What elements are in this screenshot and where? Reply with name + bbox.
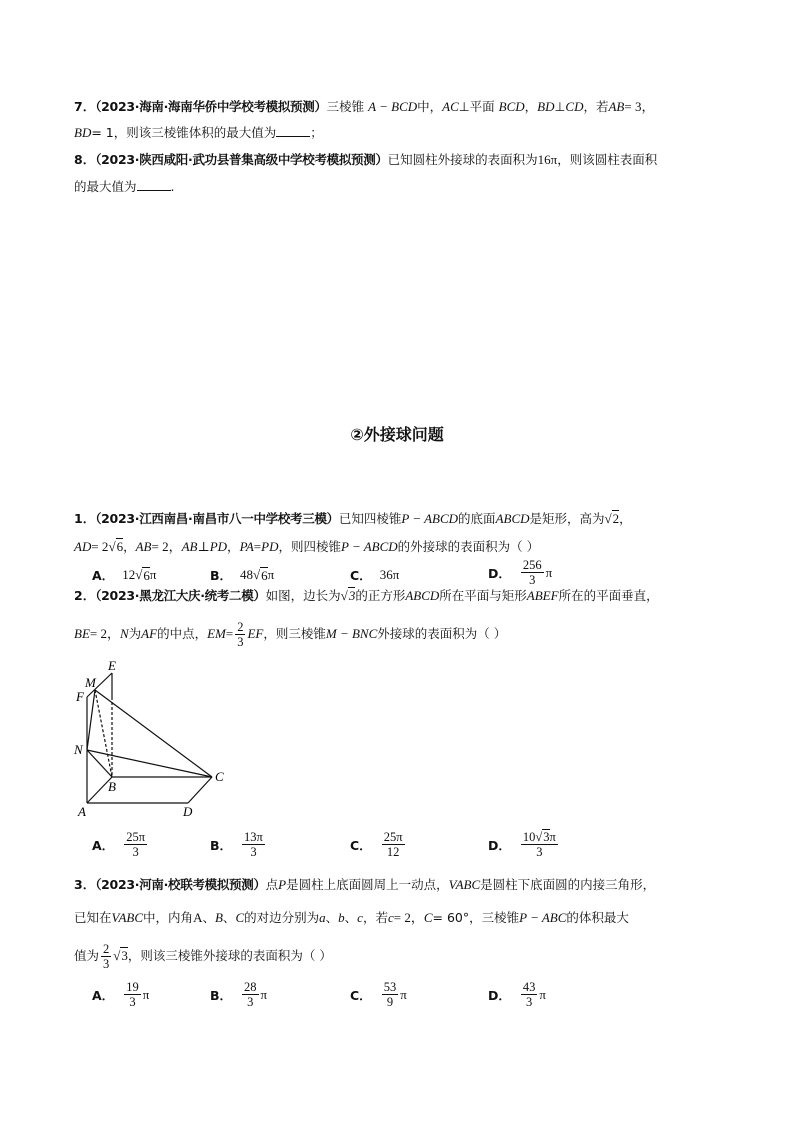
denominator: 3 (526, 995, 533, 1009)
text: = 3， (624, 99, 655, 114)
math: BE (74, 626, 90, 641)
math: π (149, 567, 157, 582)
text: ， (619, 511, 632, 526)
p1-source: （2023·江西南昌·南昌市八一中学校考三模） (95, 511, 339, 526)
math: C (235, 910, 245, 925)
text: ，则该三棱锥外接球的表面积为（ ） (127, 948, 332, 963)
math: c (387, 910, 394, 925)
text: ，则该圆柱表面积 (557, 152, 658, 167)
label-e: E (108, 658, 116, 673)
fraction (242, 830, 265, 859)
denominator: 3 (529, 573, 536, 587)
text: 是圆柱下底面圆的内接三角形， (480, 877, 656, 892)
math: EM (207, 626, 226, 641)
denominator: 3 (250, 845, 257, 859)
denominator: 3 (129, 995, 136, 1009)
section-title: ②外接球问题 (350, 425, 444, 444)
option-label: C． (350, 837, 372, 853)
option-label: A． (92, 987, 115, 1003)
denominator: 3 (132, 845, 139, 859)
fraction (382, 830, 405, 859)
math: π (549, 830, 556, 844)
math: π (142, 986, 150, 1002)
text: 的正方形 (355, 588, 406, 603)
text: ， (524, 99, 538, 114)
math: BCD (498, 99, 525, 114)
sqrt-sign: √ (113, 948, 121, 963)
math: ⊥ (197, 539, 210, 554)
math: 16π (537, 152, 558, 167)
text: 外接球的表面积为（ ） (377, 626, 507, 641)
numerator: 28 (244, 980, 257, 994)
q8-source: （2023·陕西咸阳·武功县普集高级中学校考模拟预测） (95, 152, 388, 167)
math: PA (239, 539, 254, 554)
text: 如图，边长为 (265, 588, 341, 603)
text: ，若 (583, 99, 609, 114)
text: 、 (222, 910, 236, 925)
math: AB (181, 539, 198, 554)
math: 6 (261, 567, 268, 583)
text: 所在平面与矩形 (439, 588, 527, 603)
math: A − BCD (368, 99, 418, 114)
option-label: C． (350, 568, 372, 583)
math: AC (442, 99, 459, 114)
math: a (319, 910, 326, 925)
edge-nm (87, 690, 95, 750)
q7-number: 7． (74, 99, 96, 114)
math: 3 (543, 830, 550, 844)
math: AF (141, 626, 158, 641)
text: 的体积最大 (566, 910, 629, 925)
text: 值为 (74, 948, 100, 963)
math: 48 (240, 567, 254, 582)
math: AD (74, 539, 92, 554)
label-f: F (76, 689, 84, 704)
math: PD (209, 539, 228, 554)
p3-number: 3． (74, 877, 96, 892)
fraction (521, 980, 538, 1009)
math: = 2 (91, 539, 109, 554)
math: π (539, 986, 546, 1002)
math: = 2， (151, 539, 182, 554)
text: . (170, 179, 175, 194)
edge-dc (188, 777, 212, 803)
numerator: 43 (522, 980, 536, 994)
text: 已知圆柱外接球的表面积为 (387, 152, 538, 167)
text: 已知四棱锥 (338, 511, 402, 526)
math: π (400, 986, 407, 1002)
math: P − ABC (519, 910, 567, 925)
math: π (267, 567, 275, 582)
sqrt-sign: √ (108, 539, 116, 554)
math: N (119, 626, 129, 641)
text: 的外接球的表面积为（ ） (397, 539, 540, 554)
math: ABCD (405, 588, 440, 603)
option-label: A． (92, 837, 115, 853)
math: VABC (448, 877, 481, 892)
text: 的对边分别为 (244, 910, 320, 925)
fraction (124, 980, 141, 1009)
p3-option-a[interactable] (92, 980, 149, 1009)
label-n: N (74, 742, 83, 757)
p3-option-b[interactable] (210, 980, 267, 1009)
label-b: B (108, 779, 116, 794)
math: BD (537, 99, 555, 114)
fraction (521, 830, 558, 859)
text: ，则三棱锥 (263, 626, 326, 641)
text: 所在的平面垂直， (558, 588, 659, 603)
p1-option-b[interactable]: B． 48 √ 6 π (210, 567, 275, 583)
math: EF (247, 626, 264, 641)
sqrt-sign: √ (340, 588, 348, 603)
option-label: B． (210, 568, 233, 583)
math: = 2， (393, 910, 424, 925)
p3-source: （2023·河南·校联考模拟预测） (95, 877, 266, 892)
q8-number: 8． (74, 152, 96, 167)
numerator: 2 (103, 942, 110, 956)
text: ， (123, 539, 136, 554)
math: ABEF (526, 588, 559, 603)
text: 点 (265, 877, 279, 892)
p3-option-c[interactable] (350, 980, 407, 1009)
math: 12 (122, 567, 136, 582)
fraction (101, 942, 111, 971)
math: BD (74, 125, 92, 140)
sqrt-sign: √ (604, 511, 612, 526)
numerator: 10√3π (522, 830, 556, 844)
math: VABC (111, 910, 144, 925)
denominator: 3 (247, 995, 254, 1009)
math: π (260, 986, 268, 1002)
text: ⊥ (554, 99, 566, 114)
text: 的底面 (458, 511, 496, 526)
q7-source: （2023·海南·海南华侨中学校考模拟预测） (95, 99, 327, 114)
p3-line1 (74, 876, 655, 894)
option-label: D． (488, 987, 511, 1003)
numerator: 25π (383, 830, 403, 844)
text: 已知在 (74, 910, 112, 925)
denominator: 9 (386, 995, 394, 1009)
option-label: C． (350, 987, 372, 1003)
option-label: A． (92, 568, 115, 583)
label-c: C (215, 769, 224, 784)
text: 的最大值为 (74, 179, 137, 194)
edge-mb-hidden (95, 690, 112, 777)
math: PD (261, 539, 279, 554)
math: 3 (348, 588, 356, 603)
text: 、 (202, 910, 215, 925)
text: 、 (344, 910, 358, 925)
math: 10 (522, 830, 536, 844)
text: 中， (417, 99, 443, 114)
math: AB (135, 539, 152, 554)
math: c (357, 910, 363, 925)
fraction (242, 980, 259, 1009)
option-label: D． (488, 565, 511, 581)
p3-line3 (74, 942, 332, 971)
text: 是矩形，高为 (529, 511, 605, 526)
text: ，若 (362, 910, 388, 925)
numerator: 25π (126, 830, 145, 844)
numerator: 19 (126, 980, 139, 994)
option-label: B． (210, 987, 233, 1003)
text: 是圆柱上底面圆周上一动点， (286, 877, 449, 892)
math: 6 (116, 539, 124, 554)
label-a: A (78, 804, 86, 819)
math: CD (565, 99, 584, 114)
math: A (193, 910, 203, 925)
text: ； (310, 125, 323, 140)
text: = 60°，三棱锥 (432, 910, 520, 925)
denominator: 3 (103, 957, 110, 971)
p2-option-c[interactable] (350, 830, 407, 859)
label-d: D (183, 804, 193, 819)
numerator: 256 (522, 558, 542, 572)
text: 三棱锥 (326, 99, 365, 114)
math: P (278, 877, 287, 892)
math: B (214, 910, 223, 925)
p2-source: （2023·黑龙江大庆·统考二模） (95, 588, 266, 603)
math: = 2， (89, 626, 120, 641)
text: 、 (325, 910, 339, 925)
text: ⊥平面 (458, 99, 495, 114)
p2-option-a[interactable] (92, 830, 149, 859)
numerator: 2 (237, 620, 244, 634)
math: P − ABCD (401, 511, 459, 526)
math: M − BNC (325, 626, 378, 641)
text: 中，内角 (143, 910, 194, 925)
text: ， (227, 539, 240, 554)
text: ，则四棱锥 (278, 539, 341, 554)
math: = (225, 626, 234, 641)
p1-number: 1． (74, 511, 96, 526)
fraction (382, 980, 399, 1009)
math: P − ABCD (340, 539, 398, 554)
math: 36π (379, 567, 400, 582)
text: 的中点， (157, 626, 208, 641)
numerator: 13π (244, 830, 263, 844)
label-m: M (85, 675, 96, 690)
math: 6 (143, 567, 150, 583)
denominator: 3 (237, 635, 244, 649)
p2-option-b[interactable] (210, 830, 267, 859)
math: ABCD (495, 511, 530, 526)
denominator: 12 (386, 845, 400, 859)
p3-line2 (74, 909, 629, 927)
math: 2 (612, 511, 620, 526)
denominator: 3 (536, 845, 543, 859)
math: b (338, 910, 345, 925)
option-label: B． (210, 837, 233, 853)
option-label: D． (488, 837, 511, 853)
math: = (253, 539, 262, 554)
math: AB (608, 99, 625, 114)
fraction (124, 830, 147, 859)
math: 3 (121, 948, 128, 963)
text: = 1，则该三棱锥体积的最大值为 (91, 125, 277, 140)
p1-option-a[interactable]: A． 12 √ 6 π (92, 567, 157, 583)
numerator: 53 (383, 980, 397, 994)
p2-number: 2． (74, 588, 96, 603)
math: C (423, 910, 433, 925)
p2-option-d[interactable] (488, 830, 560, 859)
math: π (545, 564, 553, 580)
p3-option-d[interactable] (488, 980, 546, 1009)
text: 为 (128, 626, 142, 641)
